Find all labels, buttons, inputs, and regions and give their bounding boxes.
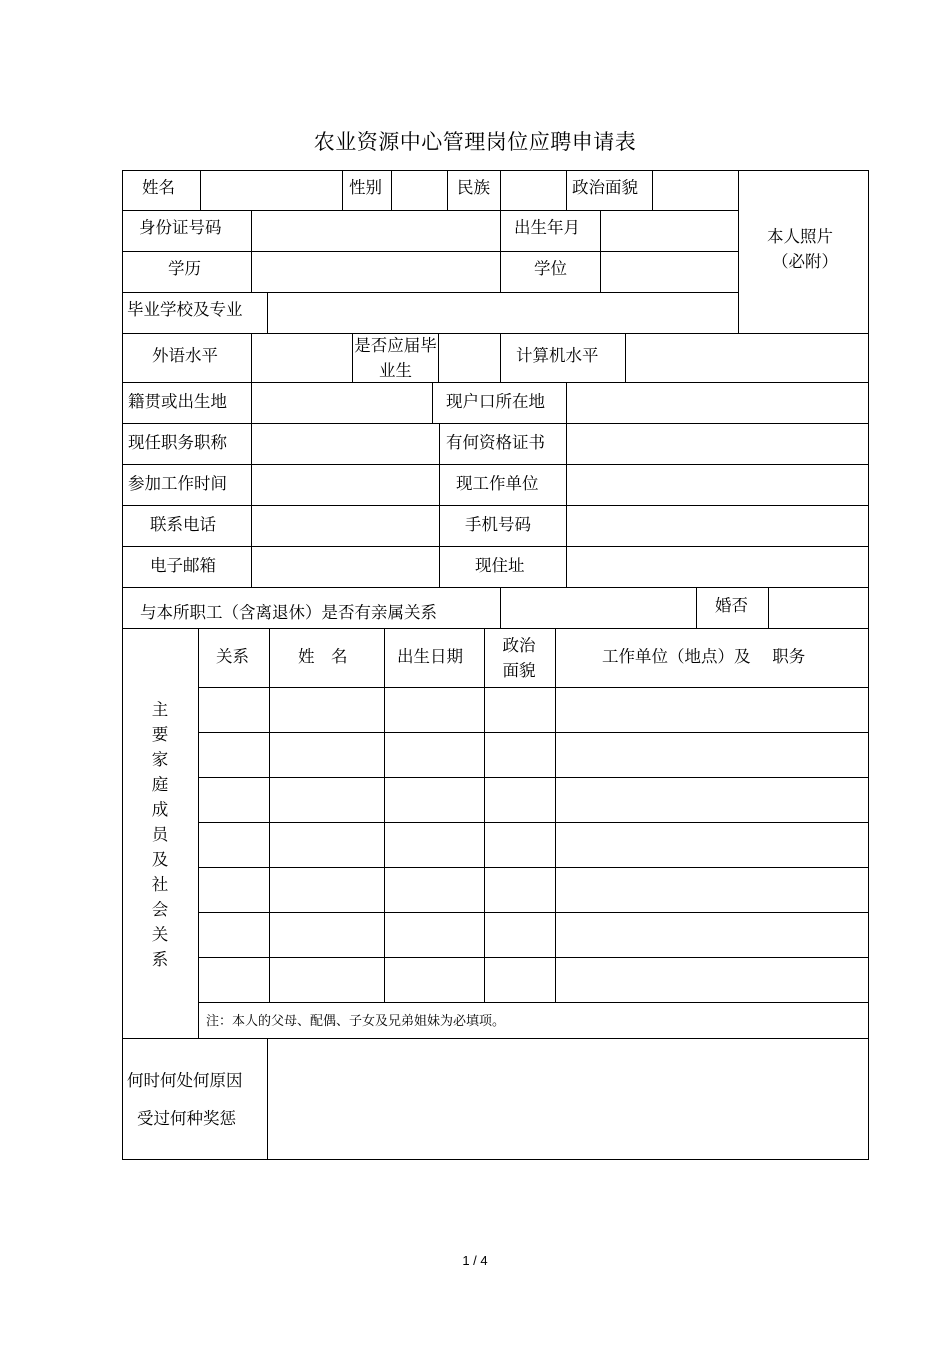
input-computer-level[interactable] [626, 334, 868, 382]
input-awards[interactable] [268, 1039, 868, 1159]
label-ethnicity: 民族 [457, 178, 490, 197]
label-awards-line1: 何时何处何原因 [127, 1071, 243, 1090]
family-section-label: 主要家庭成员及社会关系 [151, 700, 169, 969]
label-phone: 联系电话 [150, 515, 216, 534]
label-certificates: 有何资格证书 [446, 433, 545, 452]
label-school-major: 毕业学校及专业 [127, 300, 243, 319]
label-awards-line2: 受过何种奖惩 [137, 1109, 236, 1128]
family-header-political: 政治面貌 [502, 636, 536, 680]
input-education[interactable] [252, 252, 500, 292]
photo-box[interactable] [739, 171, 868, 333]
family-note: 注：本人的父母、配偶、子女及兄弟姐妹为必填项。 [206, 1014, 506, 1029]
family-row[interactable] [199, 778, 868, 822]
input-id-number[interactable] [252, 211, 500, 251]
label-native-place: 籍贯或出生地 [128, 392, 227, 411]
input-current-employer[interactable] [567, 465, 868, 505]
page-number: 1 / 4 [462, 1253, 488, 1268]
family-row[interactable] [199, 823, 868, 867]
label-photo-note: （必附） [772, 252, 838, 271]
label-current-title: 现任职务职称 [128, 433, 227, 452]
input-name[interactable] [201, 171, 342, 210]
input-relatives-question[interactable] [501, 588, 696, 628]
input-school-major[interactable] [268, 293, 738, 333]
label-political-status: 政治面貌 [572, 178, 638, 197]
input-ethnicity[interactable] [501, 171, 566, 210]
input-political-status[interactable] [653, 171, 738, 210]
family-row[interactable] [199, 733, 868, 777]
input-current-title[interactable] [252, 424, 439, 464]
family-row[interactable] [199, 868, 868, 912]
input-certificates[interactable] [567, 424, 868, 464]
label-mobile: 手机号码 [465, 515, 531, 534]
input-fresh-graduate[interactable] [439, 334, 500, 382]
family-header-relation: 关系 [216, 647, 249, 666]
label-id-number: 身份证号码 [139, 218, 222, 237]
input-native-place[interactable] [252, 383, 432, 423]
label-foreign-language: 外语水平 [152, 346, 218, 365]
input-phone[interactable] [252, 506, 439, 546]
label-household-location: 现户口所在地 [446, 392, 545, 411]
label-photo: 本人照片 [767, 227, 833, 246]
input-household-location[interactable] [567, 383, 868, 423]
family-header-name: 姓 名 [298, 647, 348, 666]
label-name: 姓名 [142, 178, 175, 197]
family-row[interactable] [199, 688, 868, 732]
page-title: 农业资源中心管理岗位应聘申请表 [313, 130, 637, 154]
input-foreign-language[interactable] [252, 334, 352, 382]
family-row[interactable] [199, 958, 868, 1002]
label-current-employer: 现工作单位 [456, 474, 539, 493]
family-row[interactable] [199, 913, 868, 957]
input-mobile[interactable] [567, 506, 868, 546]
label-marital: 婚否 [715, 596, 748, 615]
label-relatives-question: 与本所职工（含离退休）是否有亲属关系 [140, 603, 437, 622]
label-degree: 学位 [534, 259, 567, 278]
family-header-birth: 出生日期 [397, 647, 463, 666]
label-address: 现住址 [475, 556, 525, 575]
label-work-start: 参加工作时间 [128, 474, 227, 493]
label-education: 学历 [168, 259, 201, 278]
input-work-start[interactable] [252, 465, 439, 505]
input-marital[interactable] [769, 588, 868, 628]
label-birth-date: 出生年月 [514, 218, 580, 237]
input-gender[interactable] [392, 171, 447, 210]
label-computer-level: 计算机水平 [516, 346, 599, 365]
label-fresh-graduate: 是否应届毕业生 [354, 336, 437, 380]
label-gender: 性别 [349, 178, 382, 197]
input-address[interactable] [567, 547, 868, 587]
label-email: 电子邮箱 [150, 556, 216, 575]
input-email[interactable] [252, 547, 439, 587]
input-degree[interactable] [601, 252, 738, 292]
input-birth-date[interactable] [601, 211, 738, 251]
family-header-work: 工作单位（地点）及 职务 [602, 647, 806, 666]
